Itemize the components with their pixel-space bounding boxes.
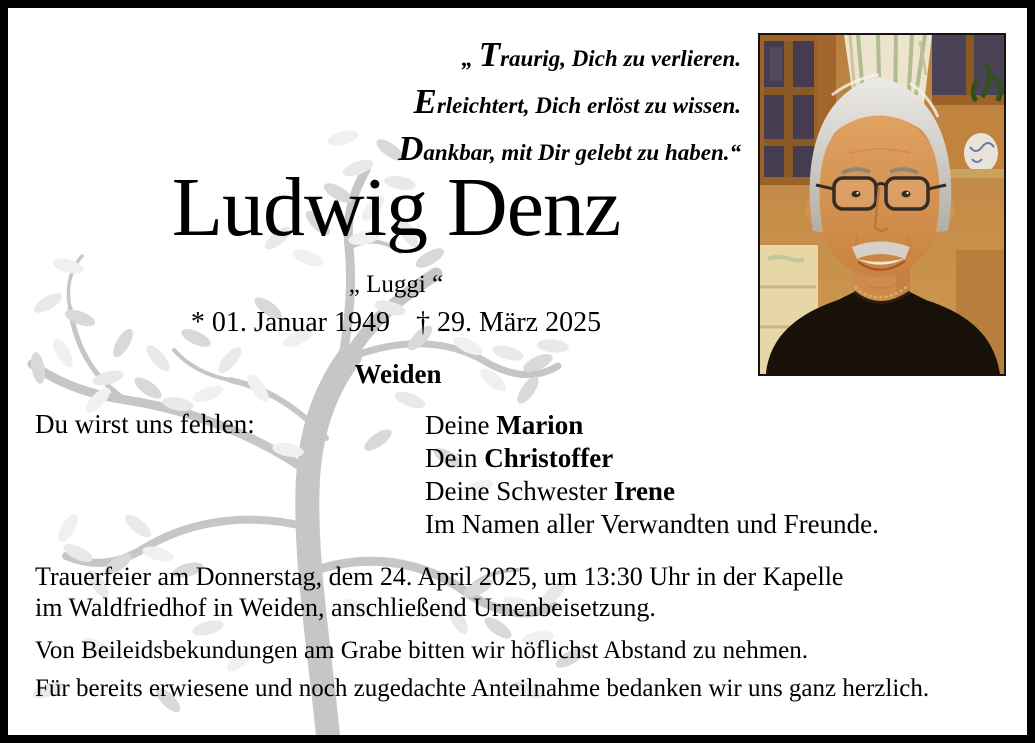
relative-name: Christoffer	[484, 443, 614, 473]
family-closing: Im Namen aller Verwandten und Freunde.	[425, 509, 879, 539]
relatives-list	[425, 409, 879, 541]
life-dates	[8, 307, 784, 339]
relative-row: Deine Marion	[425, 410, 584, 440]
ceremony-line: im Waldfriedhof in Weiden, anschließend Urnenbeisetzung.	[35, 593, 656, 622]
relative-row: Dein Christoffer	[425, 443, 614, 473]
deceased-nickname: „ Luggi “	[348, 271, 444, 298]
thanks-note: Für bereits erwiesene und noch zugedachte Anteilnahme bedanken wir uns ganz herzlich.	[35, 675, 930, 702]
memorial-quote	[8, 33, 741, 174]
condolence-note: Von Beileidsbekundungen am Grabe bitten wir höflichst Abstand zu nehmen.	[35, 637, 808, 664]
quote-line: Dankbar, mit Dir gelebt zu haben.“	[398, 129, 741, 168]
eye	[902, 191, 911, 198]
quote-line: Erleichtert, Dich erlöst zu wissen.	[413, 82, 741, 121]
ceremony-details	[35, 561, 843, 623]
relative-name: Marion	[496, 410, 584, 440]
eye	[852, 191, 861, 198]
place-of-death: Weiden	[354, 359, 442, 389]
portrait-illustration	[760, 35, 1004, 374]
relative-name: Irene	[613, 476, 675, 506]
quote-line: „ Traurig, Dich zu verlieren.	[461, 35, 741, 74]
birth-date: * 01. Januar 1949	[190, 307, 390, 338]
ceremony-line: Trauerfeier am Donnerstag, dem 24. April 2025, um 13:30 Uhr in der Kapelle	[35, 562, 844, 591]
farewell-intro: Du wirst uns fehlen:	[35, 409, 255, 439]
relative-row: Deine Schwester Irene	[425, 476, 675, 506]
death-date: † 29. März 2025	[416, 307, 602, 338]
vase-icon	[964, 133, 998, 173]
deceased-name: Ludwig Denz	[171, 161, 621, 254]
portrait-photo	[758, 33, 1006, 376]
